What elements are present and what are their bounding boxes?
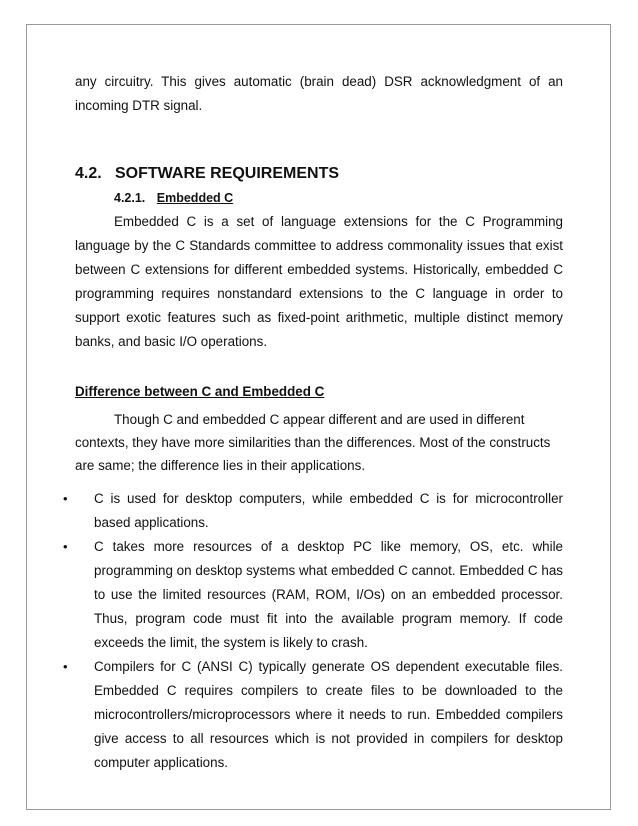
bullet-icon: • [63, 539, 68, 554]
intro-paragraph: any circuitry. This gives automatic (brain dead) DSR acknowledgment of an incoming DTR signal. [75, 74, 563, 113]
subsection-title: Embedded C [156, 191, 234, 205]
list-item-text: Compilers for C (ANSI C) typically generate OS dependent executable files. Embedded C requires compilers to create files to be downloaded to the microcontrollers/microprocessors where it needs to run. Embedded compilers give access to all resources which is not provided in compilers for desktop computer applications. [94, 659, 563, 770]
list-item [63, 535, 563, 655]
subsection-number: 4.2.1. [114, 191, 146, 205]
list-item-text: C takes more resources of a desktop PC like memory, OS, etc. while programming on desktop systems what embedded C cannot. Embedded C has to use the limited resources (RAM, ROM, I/Os) on an embedded processor. Thus, program code must fit into the available program memory. If code exceeds the limit, the system is likely to crash. [94, 539, 563, 650]
document-body [63, 70, 563, 775]
bullet-icon: • [63, 491, 68, 506]
section-heading [75, 162, 563, 186]
list-item-text: C is used for desktop computers, while embedded C is for microcontroller based applications. [94, 491, 563, 530]
difference-heading: Difference between C and Embedded C [75, 384, 325, 399]
difference-bullet-list [63, 487, 563, 775]
list-item [63, 487, 563, 535]
bullet-icon: • [63, 659, 68, 674]
section-title: SOFTWARE REQUIREMENTS [115, 165, 340, 182]
list-item [63, 655, 563, 775]
embedded-c-paragraph: Embedded C is a set of language extensions for the C Programming language by the C Standards committee to address commonality issues that exist between C extensions for different embedded systems. Historically, embedded C programming requires nonstandard extensions to the C language in order to support exotic features such as fixed-point arithmetic, multiple distinct memory banks, and basic I/O operations. [75, 214, 563, 349]
subsection-heading [75, 186, 563, 210]
section-number: 4.2. [75, 165, 102, 182]
difference-paragraph: Though C and embedded C appear different and are used in different contexts, they have more similarities than the differences. Most of the constructs are same; the difference lies in their applications. [75, 412, 551, 473]
